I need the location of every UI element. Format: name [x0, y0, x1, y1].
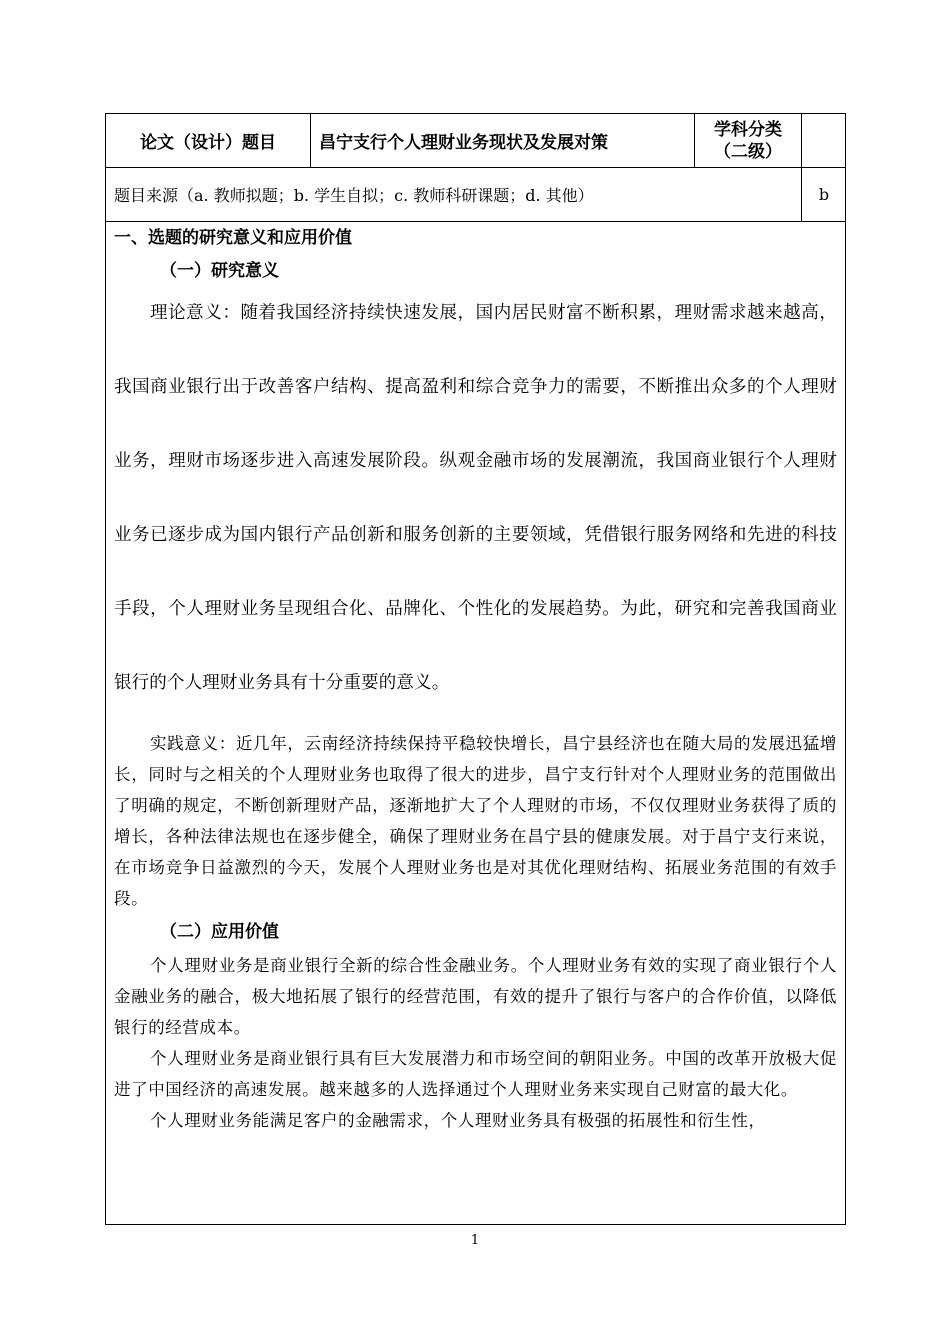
subheading-value: （二）应用价值	[160, 922, 279, 942]
page-number: 1	[470, 1233, 480, 1248]
source-value: b	[818, 184, 830, 204]
proposal-table	[105, 113, 846, 1225]
source-label: 题目来源（a. 教师拟题；b. 学生自拟；c. 教师科研课题；d. 其他）	[114, 185, 594, 205]
paragraph-value-3: 个人理财业务能满足客户的金融需求，个人理财业务具有极强的拓展性和衍生性，	[150, 1111, 766, 1130]
paragraph-practice: 实践意义：近几年，云南经济持续保持平稳较快增长，昌宁县经济也在随大局的发展迅猛增长，同时与之相关的个人理财业务也取得了很大的进步，昌宁支行针对个人理财业务的范围做出了明确的规定，不断创新理财产品，逐渐地扩大了个人理财的市场，不仅仅理财业务获得了质的增长，各种法律法规也在逐步健全，确保了理财业务在昌宁县的健康发展。对于昌宁支行来说，在市场竞争日益激烈的今天，发展个人理财业务也是对其优化理财结构、拓展业务范围的有效手段。	[114, 734, 837, 908]
section-heading: 一、选题的研究意义和应用价值	[114, 228, 352, 248]
body-content	[114, 222, 837, 1136]
paragraph-value-1: 个人理财业务是商业银行全新的综合性金融业务。个人理财业务有效的实现了商业银行个人金融业务的融合，极大地拓展了银行的经营范围，有效的提升了银行与客户的合作价值，以降低银行的经营成本。	[114, 956, 837, 1037]
category-value	[802, 114, 846, 167]
title-value: 昌宁支行个人理财业务现状及发展对策	[319, 133, 608, 153]
paragraph-theory: 理论意义：随着我国经济持续快速发展，国内居民财富不断积累，理财需求越来越高，我国商业银行出于改善客户结构、提高盈利和综合竞争力的需要，不断推出众多的个人理财业务，理财市场逐步进入高速发展阶段。纵观金融市场的发展潮流，我国商业银行个人理财业务已逐步成为国内银行产品创新和服务创新的主要领域，凭借银行服务网络和先进的科技手段，个人理财业务呈现组合化、品牌化、个性化的发展趋势。为此，研究和完善我国商业银行的个人理财业务具有十分重要的意义。	[114, 303, 837, 693]
category-label: 学科分类（二级）	[714, 119, 782, 162]
paragraph-value-2: 个人理财业务是商业银行具有巨大发展潜力和市场空间的朝阳业务。中国的改革开放极大促进了中国经济的高速发展。越来越多的人选择通过个人理财业务来实现自己财富的最大化。	[114, 1049, 837, 1099]
title-label: 论文（设计）题目	[140, 133, 276, 153]
subheading-research: （一）研究意义	[160, 261, 279, 281]
